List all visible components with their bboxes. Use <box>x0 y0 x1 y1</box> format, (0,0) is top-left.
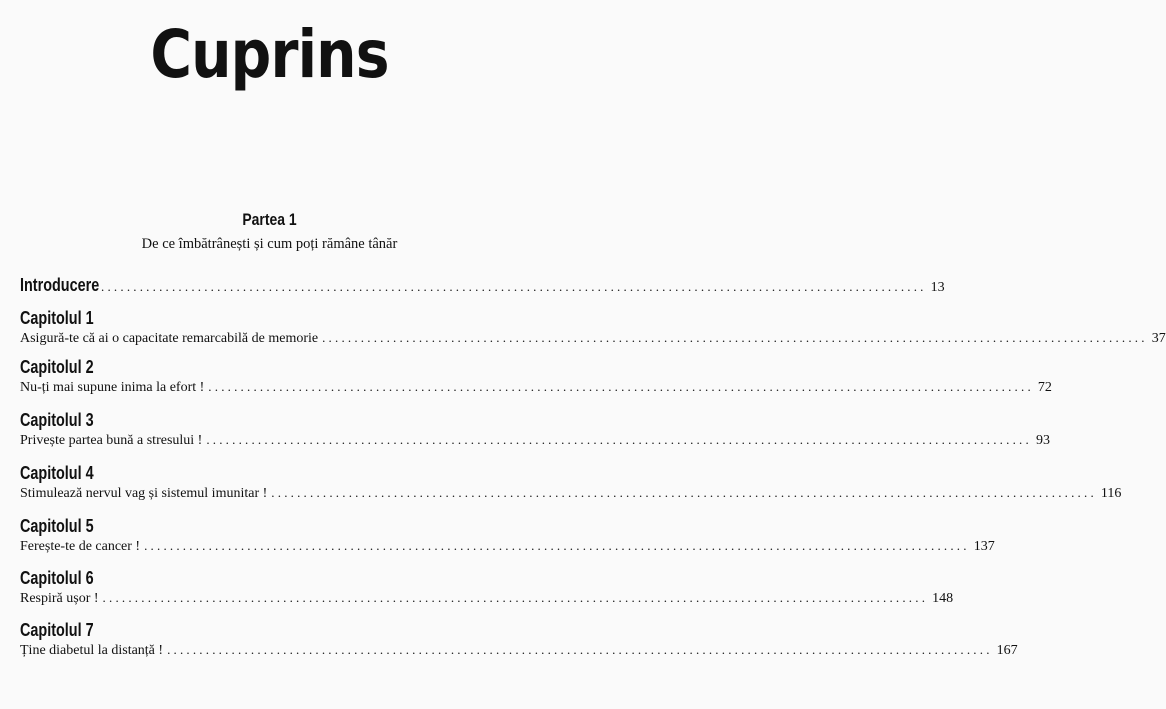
page-number: 37 <box>1151 331 1166 346</box>
chapter-title: Respiră ușor ! <box>20 591 99 606</box>
chapter-title: Asigură-te că ai o capacitate remarcabilă de memorie <box>20 331 319 346</box>
page-number: 137 <box>973 539 995 554</box>
toc-entry-introduction[interactable] <box>20 275 945 297</box>
chapter-heading: Capitolul 3 <box>20 410 94 430</box>
page-number: 72 <box>1037 380 1052 395</box>
introduction-label: Introducere <box>20 275 100 295</box>
toc-entry-chapter-6[interactable] <box>20 568 954 608</box>
page-number: 93 <box>1035 433 1050 448</box>
page-number: 13 <box>930 280 945 295</box>
toc-entry-chapter-3[interactable] <box>20 410 1050 450</box>
toc-entry-chapter-7[interactable] <box>20 620 1018 660</box>
page-number: 148 <box>932 591 954 606</box>
chapter-title: Ține diabetul la distanță ! <box>20 643 164 658</box>
dot-leader: ................................................................................................................................ <box>167 642 993 657</box>
toc-entry-chapter-1[interactable] <box>20 308 1166 348</box>
toc-entry-chapter-5[interactable] <box>20 516 995 556</box>
chapter-heading: Capitolul 7 <box>20 620 94 640</box>
chapter-title: Stimulează nervul vag și sistemul imunitar ! <box>20 486 268 501</box>
chapter-title: Privește partea bună a stresului ! <box>20 433 203 448</box>
dot-leader: ................................................................................................................................ <box>206 432 1032 447</box>
dot-leader: ................................................................................................................................ <box>208 379 1034 394</box>
dot-leader: ................................................................................................................................ <box>144 538 970 553</box>
chapter-heading: Capitolul 4 <box>20 463 94 483</box>
page-number: 167 <box>996 643 1018 658</box>
dot-leader: ................................................................................................................................ <box>322 330 1148 345</box>
chapter-heading: Capitolul 1 <box>20 308 94 328</box>
chapter-title: Nu-ți mai supune inima la efort ! <box>20 380 205 395</box>
dot-leader: ................................................................................................................................ <box>101 279 927 294</box>
chapter-heading: Capitolul 6 <box>20 568 94 588</box>
page-number: 116 <box>1100 486 1122 501</box>
toc-entry-chapter-4[interactable] <box>20 463 1122 503</box>
page-title: Cuprins <box>150 16 389 93</box>
chapter-title: Ferește-te de cancer ! <box>20 539 141 554</box>
chapter-heading: Capitolul 2 <box>20 357 94 377</box>
part-title: Partea 1 <box>242 210 297 229</box>
chapter-heading: Capitolul 5 <box>20 516 94 536</box>
toc-entry-chapter-2[interactable] <box>20 357 1052 397</box>
dot-leader: ................................................................................................................................ <box>102 590 929 605</box>
part-subtitle: De ce îmbătrânești și cum poți rămâne tânăr <box>141 236 398 252</box>
dot-leader: ................................................................................................................................ <box>271 485 1097 500</box>
